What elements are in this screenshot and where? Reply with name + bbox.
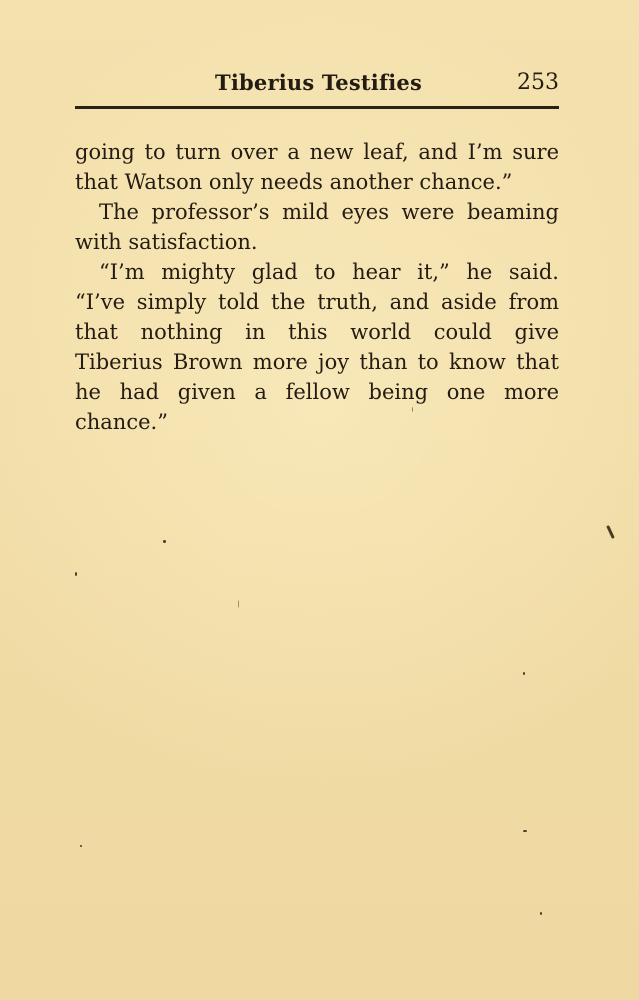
running-title: Tiberius Testifies: [215, 70, 422, 95]
paper-speck: [412, 407, 413, 412]
text-line: The professor’s mild eyes were beaming: [99, 200, 559, 224]
paper-speck: [523, 672, 525, 675]
text-line: “I’m mighty glad to hear it,” he said.: [99, 260, 559, 284]
paper-speck: [540, 912, 542, 915]
text-line: going to turn over a new leaf, and I’m sure: [75, 140, 559, 164]
paper-speck: [523, 830, 527, 832]
paper-speck: [75, 572, 77, 576]
text-line: “I’ve simply told the truth, and aside from: [75, 290, 559, 314]
header-rule: [75, 106, 559, 109]
paper-speck: [238, 600, 239, 608]
paper-speck: [163, 540, 166, 543]
text-line: he had given a fellow being one more: [75, 380, 559, 404]
text-line: chance.”: [75, 410, 168, 434]
page-header: [75, 68, 559, 108]
paper-speck: [80, 845, 82, 847]
text-line: that nothing in this world could give: [75, 320, 559, 344]
page-number: 253: [517, 70, 559, 95]
text-line: with satisfaction.: [75, 230, 258, 254]
text-line: Tiberius Brown more joy than to know that: [75, 350, 559, 374]
page-body-text: [75, 137, 559, 437]
paper-speck: [606, 525, 615, 539]
text-line: that Watson only needs another chance.”: [75, 170, 513, 194]
